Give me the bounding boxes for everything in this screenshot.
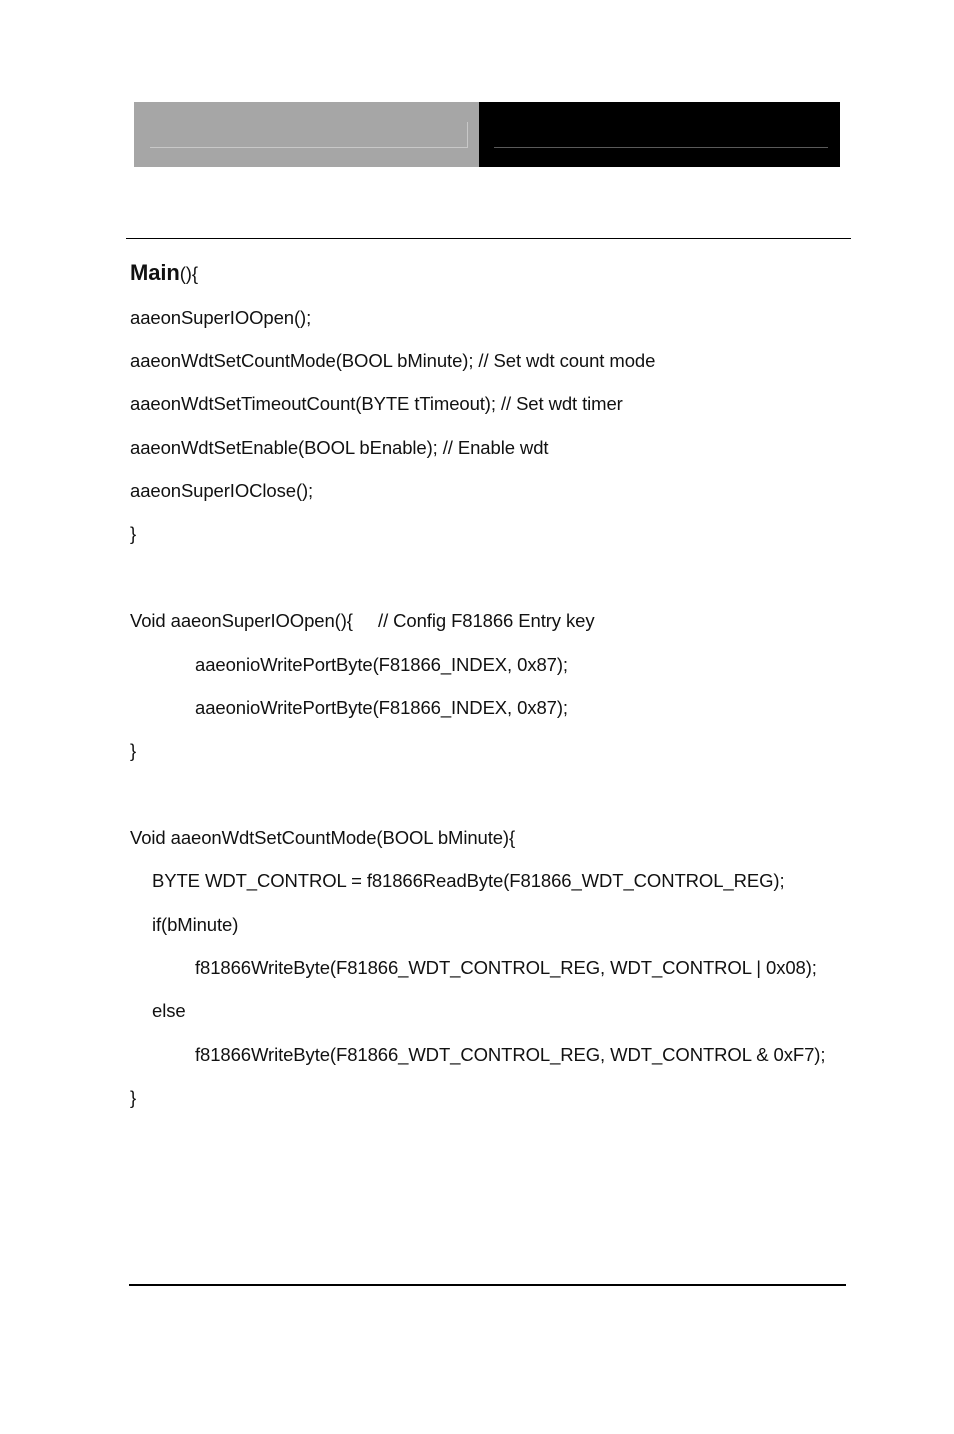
code-line: aaeonSuperIOOpen(); — [130, 307, 312, 328]
main-keyword: Main — [130, 260, 180, 285]
code-line: BYTE WDT_CONTROL = f81866ReadByte(F81866_WDT_CONTROL_REG); — [152, 870, 785, 891]
code-line: aaeonWdtSetTimeoutCount(BYTE tTimeout); // Set wdt timer — [130, 393, 623, 414]
code-line: aaeonSuperIOClose(); — [130, 480, 314, 501]
code-line: if(bMinute) — [152, 914, 239, 935]
code-line-main — [130, 261, 198, 286]
header-right-rule — [494, 147, 828, 148]
code-line: aaeonioWritePortByte(F81866_INDEX, 0x87); — [195, 654, 568, 675]
code-line: } — [130, 1087, 137, 1108]
header-band — [134, 102, 840, 167]
code-line: aaeonioWritePortByte(F81866_INDEX, 0x87); — [195, 697, 568, 718]
code-line: } — [130, 523, 137, 544]
header-left-rule — [150, 147, 468, 148]
code-line: } — [130, 740, 137, 761]
bottom-divider — [129, 1284, 846, 1286]
code-line: aaeonWdtSetEnable(BOOL bEnable); // Enable wdt — [130, 437, 549, 458]
code-line: Void aaeonSuperIOOpen(){ // Config F81866 Entry key — [130, 610, 595, 631]
main-signature: (){ — [179, 263, 198, 284]
header-left-tick — [467, 122, 468, 148]
code-line: Void aaeonWdtSetCountMode(BOOL bMinute){ — [130, 827, 516, 848]
code-line: aaeonWdtSetCountMode(BOOL bMinute); // Set wdt count mode — [130, 350, 656, 371]
header-band-right — [479, 102, 840, 167]
code-line: f81866WriteByte(F81866_WDT_CONTROL_REG, WDT_CONTROL & 0xF7); — [195, 1044, 826, 1065]
code-line: else — [152, 1000, 186, 1021]
header-band-left — [134, 102, 479, 167]
code-line: f81866WriteByte(F81866_WDT_CONTROL_REG, WDT_CONTROL | 0x08); — [195, 957, 817, 978]
top-divider — [126, 238, 851, 239]
